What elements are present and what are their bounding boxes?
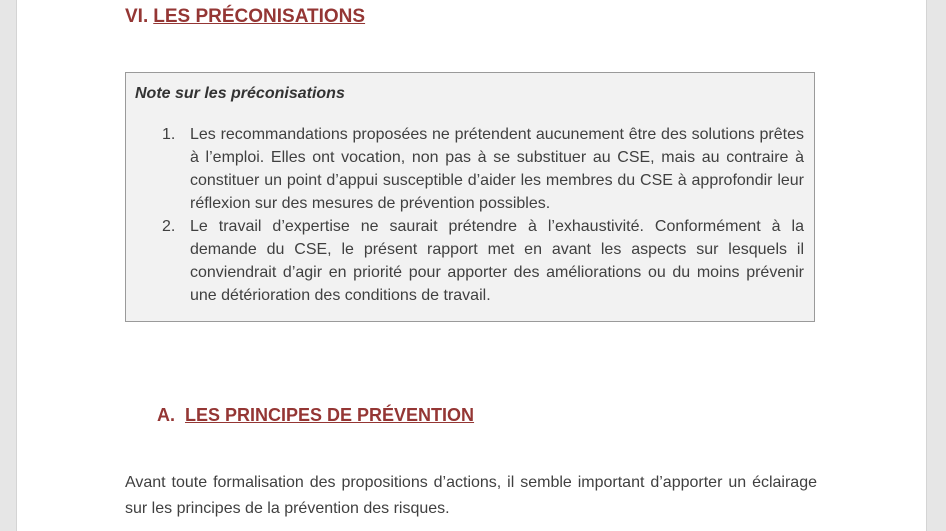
note-title: Note sur les préconisations bbox=[135, 85, 345, 102]
note-item-text: Les recommandations proposées ne prétendent aucunement être des solutions prêtes à l’emploi. Elles ont vocation, non pas à se substituer au CSE, mais au contraire à constituer un point d’appui susceptible d’aider les membres du CSE à approfondir leur réflexion sur des mesures de prévention possibles. bbox=[190, 126, 804, 212]
subsection-title: LES PRINCIPES DE PRÉVENTION bbox=[185, 405, 475, 425]
subsection-heading bbox=[157, 405, 474, 426]
section-number: VI. bbox=[125, 6, 149, 27]
note-item bbox=[126, 215, 814, 307]
note-item-text: Le travail d’expertise ne saurait prétendre à l’exhaustivité. Conformément à la demande du CSE, le présent rapport met en avant les aspects sur lesquels il conviendrait d’agir en priorité pour apporter des améliorations ou du moins prévenir une détérioration des conditions de travail. bbox=[190, 218, 804, 304]
document-page bbox=[16, 0, 927, 531]
body-paragraph: Avant toute formalisation des propositions d’actions, il semble important d’apporter un éclairage sur les principes de la prévention des risques. bbox=[125, 474, 817, 517]
note-box bbox=[125, 72, 815, 322]
note-list bbox=[126, 123, 814, 307]
section-title: LES PRÉCONISATIONS bbox=[153, 6, 366, 27]
subsection-number: A. bbox=[157, 405, 175, 425]
note-item-number: 1. bbox=[162, 126, 176, 143]
note-item bbox=[126, 123, 814, 215]
section-heading bbox=[125, 6, 365, 28]
note-item-number: 2. bbox=[162, 218, 176, 235]
